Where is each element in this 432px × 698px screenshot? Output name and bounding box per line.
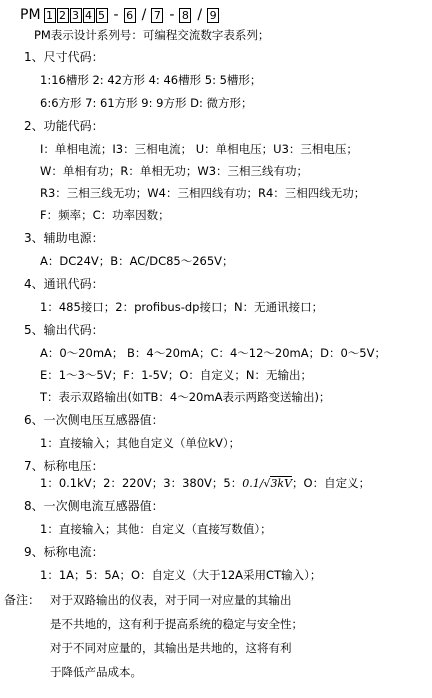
section-5-line-1: A：0～20mA； B：4～20mA；C：4～12～20mA；D：0～5V； bbox=[40, 346, 386, 360]
section-4-heading: 4、通讯代码： bbox=[24, 277, 104, 291]
code-box-7: 7 bbox=[151, 8, 163, 23]
section-2-line-1: I：单相电流；I3：三相电流； U：单相电压；U3：三相电压； bbox=[40, 142, 358, 156]
note-line-2: 是不共地的，这有利于提高系统的稳定与安全性； bbox=[50, 617, 303, 631]
section-1-heading: 1、尺寸代码： bbox=[24, 50, 104, 64]
section-9-heading: 9、标称电流： bbox=[24, 545, 104, 559]
section-1-line-2: 6:6方形 7: 61方形 9: 9方形 D: 微方形； bbox=[40, 96, 253, 110]
section-8-line-1: 1：直接输入；其他：自定义（直接写数值）； bbox=[40, 522, 272, 536]
note-label: 备注： bbox=[4, 593, 41, 607]
section-6-line-1: 1：直接输入；其他自定义（单位kV）； bbox=[40, 436, 241, 450]
model-code bbox=[20, 4, 220, 26]
code-box-6: 6 bbox=[124, 8, 136, 23]
code-dash-2: - bbox=[169, 7, 175, 23]
section-5-heading: 5、输出代码： bbox=[24, 323, 104, 337]
voltage-line-prefix: 1：0.1kV；2：220V；3：380V；5： bbox=[40, 476, 243, 490]
section-4-line-1: 1：485接口；2：profibus-dp接口；N：无通讯接口； bbox=[40, 300, 324, 314]
section-5-line-2: E：1～3～5V；F：1-5V；O：自定义；N：无输出； bbox=[40, 368, 312, 382]
section-8-heading: 8、一次侧电流互感器值： bbox=[24, 499, 164, 513]
section-3-heading: 3、辅助电源： bbox=[24, 231, 104, 245]
section-2-line-2: W：单相有功；R：单相无功；W3：三相三线有功； bbox=[40, 164, 309, 178]
section-9-line-1: 1：1A；5：5A；O：自定义（大于12A采用CT输入）； bbox=[40, 568, 322, 582]
code-box-9: 9 bbox=[207, 8, 219, 23]
voltage-formula-num: 0.1/ bbox=[242, 477, 264, 490]
code-dash-1: - bbox=[113, 7, 119, 23]
code-box-5: 5 bbox=[96, 8, 108, 23]
code-box-8: 8 bbox=[179, 8, 191, 23]
intro-text: PM表示设计系列号：可编程交流数字表系列； bbox=[34, 28, 270, 42]
section-2-heading: 2、功能代码： bbox=[24, 119, 104, 133]
voltage-formula-radicand: 3kV bbox=[270, 477, 293, 490]
code-box-1: 1 bbox=[44, 8, 56, 23]
section-3-line-1: A：DC24V；B：AC/DC85～265V； bbox=[40, 254, 234, 268]
section-2-line-4: F：频率；C：功率因数； bbox=[40, 208, 170, 222]
code-box-2: 2 bbox=[57, 8, 69, 23]
sqrt-symbol: √ bbox=[263, 477, 271, 490]
section-5-line-3: T：表示双路输出(如TB：4～20mA表示两路变送输出)； bbox=[40, 390, 331, 404]
code-prefix: PM bbox=[20, 7, 41, 23]
voltage-formula bbox=[242, 476, 292, 490]
note-line-1: 对于双路输出的仪表，对于同一对应量的其输出 bbox=[50, 593, 292, 607]
section-6-heading: 6、一次侧电压互感器值： bbox=[24, 413, 164, 427]
section-2-line-3: R3：三相三线无功；W4：三相四线有功；R4：三相四线无功； bbox=[40, 186, 366, 200]
code-box-3: 3 bbox=[70, 8, 82, 23]
section-1-line-1: 1:16槽形 2: 42方形 4: 46槽形 5: 5槽形； bbox=[40, 73, 262, 87]
note-line-4: 于降低产品成本。 bbox=[50, 665, 142, 679]
code-slash-2: / bbox=[197, 7, 203, 23]
code-slash-1: / bbox=[141, 7, 147, 23]
section-7-voltage-line bbox=[40, 476, 370, 491]
voltage-line-suffix: ；O：自定义； bbox=[292, 476, 371, 490]
section-7-heading: 7、标称电压： bbox=[24, 459, 104, 473]
note-line-3: 对于不同对应量的，其输出是共地的，这将有利 bbox=[50, 641, 292, 655]
code-box-4: 4 bbox=[83, 8, 95, 23]
